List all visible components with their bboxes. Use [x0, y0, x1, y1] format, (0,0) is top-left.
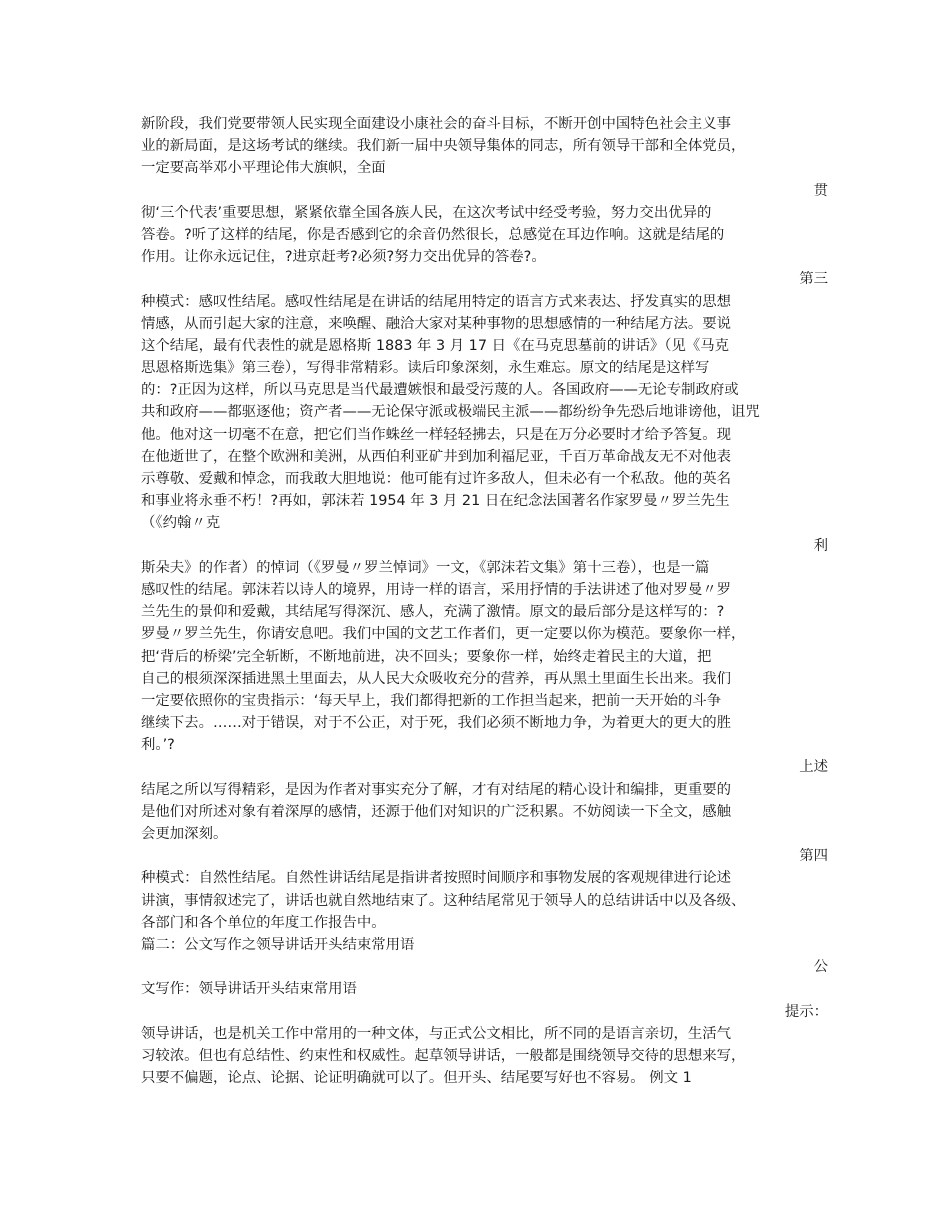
text-line: 各部门和各个单位的年度工作报告中。	[141, 914, 386, 931]
text-line: 示尊敬、爱戴和悼念，而我敢大胆地说：他可能有过许多敌人，但未必有一个私敌。他的英名	[141, 471, 732, 487]
text-line: 上述	[799, 759, 828, 776]
text-line: 会更加深刻。	[141, 826, 228, 842]
text-line: 新阶段，我们党要带领人民实现全面建设小康社会的奋斗目标，不断开创中国特色社会主义事	[141, 116, 732, 132]
text-line: 利	[813, 537, 828, 554]
text-line: 继续下去。……对于错误，对于不公正，对于死，我们必须不断地力争，为着更大的更大的胜	[141, 715, 732, 732]
text-line: 利。’?	[141, 737, 175, 754]
text-line: 思恩格斯选集》第三卷），写得非常精彩。读后印象深刻，永生难忘。原文的结尾是这样写	[141, 360, 710, 377]
text-line: 的：?正因为这样，所以马克思是当代最遭嫉恨和最受污蔑的人。各国政府——无论专制政府或	[141, 382, 739, 399]
text-line: 篇二：公文写作之领导讲话开头结束常用语	[141, 936, 415, 953]
text-line: 彻‘三个代表’重要思想，紧紧依靠全国各族人民，在这次考试中经受考验，努力交出优异的	[141, 204, 712, 221]
text-line: 公	[813, 959, 828, 976]
text-line: 兰先生的景仰和爱戴，其结尾写得深沉、感人，充满了激情。原文的最后部分是这样写的：?	[141, 604, 725, 621]
text-line: 业的新局面，是这场考试的继续。我们新一届中央领导集体的同志，所有领导干部和全体党员，	[141, 138, 746, 155]
text-line: 结尾之所以写得精彩，是因为作者对事实充分了解，才有对结尾的精心设计和编排，更重要的	[141, 781, 732, 798]
text-line: 一定要依照你的宝贵指示：‘每天早上，我们都得把新的工作担当起来，把前一天开始的斗争	[141, 692, 722, 709]
text-line: 讲演，事情叙述完了，讲话也就自然地结束了。这种结尾常见于领导人的总结讲话中以及各级、	[141, 892, 746, 909]
text-line: 情感，从而引起大家的注意，来唤醒、融洽大家对某种事物的思想感情的一种结尾方法。要说	[141, 315, 732, 332]
text-line: 贯	[813, 182, 828, 199]
text-line: 答卷。?听了这样的结尾，你是否感到它的余音仍然很长，总感觉在耳边作响。这就是结尾的	[141, 226, 725, 243]
text-line: 他。他对这一切毫不在意，把它们当作蛛丝一样轻轻拂去，只是在万分必要时才给予答复。现	[141, 426, 732, 443]
text-line: （《约翰〃克	[141, 515, 221, 532]
text-line: 第三	[799, 271, 828, 288]
text-line: 一定要高举邓小平理论伟大旗帜，全面	[141, 160, 386, 177]
text-line: 种模式：自然性结尾。自然性讲话结尾是指讲者按照时间顺序和事物发展的客观规律进行论述	[141, 870, 732, 887]
text-line: 文写作：领导讲话开头结束常用语	[141, 981, 357, 998]
text-line: 这个结尾，最有代表性的就是恩格斯 1883 年 3 月 17 日《在马克思墓前的讲话》（见《马克	[141, 337, 730, 354]
text-line: 共和政府——都驱逐他；资产者——无论保守派或极端民主派——都纷纷争先恐后地诽谤他，诅咒	[141, 404, 760, 421]
text-line: 第四	[799, 848, 828, 865]
text-line: 是他们对所述对象有着深厚的感情，还源于他们对知识的广泛积累。不妨阅读一下全文，感触	[141, 803, 732, 820]
text-line: 在他逝世了，在整个欧洲和美洲，从西伯利亚矿井到加利福尼亚，千百万革命战友无不对他表	[141, 448, 732, 465]
text-line: 提示：	[784, 1003, 828, 1020]
text-line: 感叹性的结尾。郭沫若以诗人的境界，用诗一样的语言，采用抒情的手法讲述了他对罗曼〃罗	[141, 581, 732, 598]
text-line: 和事业将永垂不朽！?再如，郭沫若 1954 年 3 月 21 日在纪念法国著名作家罗曼〃罗兰先生	[141, 493, 730, 510]
text-line: 斯朵夫》的作者）的悼词（《罗曼〃罗兰悼词》一文，《郭沫若文集》第十三卷），也是一篇	[141, 559, 710, 576]
text-line: 只要不偏题，论点、论据、论证明确就可以了。但开头、结尾要写好也不容易。 例文 1	[141, 1070, 692, 1087]
text-line: 领导讲话，也是机关工作中常用的一种文体，与正式公文相比，所不同的是语言亲切，生活气	[141, 1025, 732, 1042]
text-line: 把‘背后的桥梁’完全斩断，不断地前进，决不回头；要象你一样，始终走着民主的大道，把	[141, 648, 712, 665]
text-line: 罗曼〃罗兰先生，你请安息吧。我们中国的文艺工作者们，更一定要以你为模范。要象你一样，	[141, 626, 746, 643]
text-line: 自己的根须深深插进黑土里面去，从人民大众吸收充分的营养，再从黑土里面生长出来。我们	[141, 670, 732, 687]
document-body	[141, 113, 831, 1089]
text-line: 种模式：感叹性结尾。感叹性结尾是在讲话的结尾用特定的语言方式来表达、抒发真实的思想	[141, 293, 732, 310]
text-line: 习较浓。但也有总结性、约束性和权威性。起草领导讲话，一般都是围绕领导交待的思想来写，	[141, 1047, 746, 1064]
text-line: 作用。让你永远记住，?进京赶考?必须?努力交出优异的答卷?。	[141, 249, 546, 266]
